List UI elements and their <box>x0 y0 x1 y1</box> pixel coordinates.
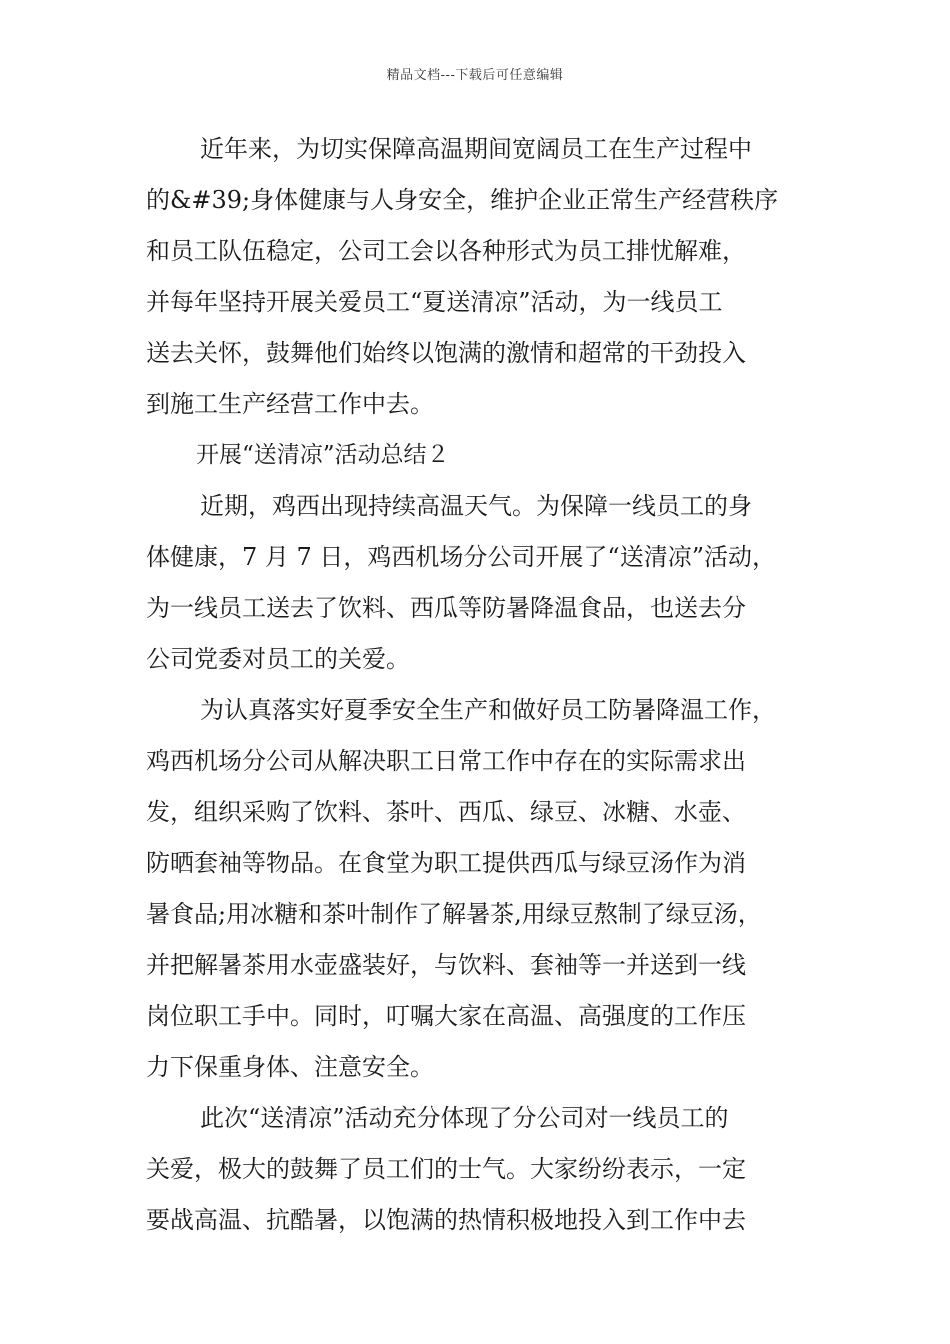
text-line: 和员工队伍稳定，公司工会以各种形式为员工排忧解难， <box>146 237 746 265</box>
paragraph <box>146 124 826 430</box>
text-line: 防晒套袖等物品。在食堂为职工提供西瓜与绿豆汤作为消 <box>146 849 746 877</box>
text-line: 送去关怀，鼓舞他们始终以饱满的激情和超常的干劲投入 <box>146 339 746 367</box>
text-line: 暑食品;用冰糖和茶叶制作了解暑茶,用绿豆熬制了绿豆汤， <box>146 900 762 928</box>
paragraph <box>146 1093 826 1246</box>
text-line: 公司党委对员工的关爱。 <box>146 645 410 673</box>
text-line: 并把解暑茶用水壶盛装好，与饮料、套袖等一并送到一线 <box>146 951 746 979</box>
text-line: 近期，鸡西出现持续高温天气。为保障一线员工的身 <box>200 492 752 520</box>
text-line: 为认真落实好夏季安全生产和做好员工防暑降温工作， <box>200 696 776 724</box>
section-heading <box>146 430 826 481</box>
text-line: 到施工生产经营工作中去。 <box>146 390 434 418</box>
text-line: 近年来，为切实保障高温期间宽阔员工在生产过程中 <box>200 135 752 163</box>
paragraph <box>146 481 826 685</box>
text-line: 力下保重身体、注意安全。 <box>146 1053 434 1081</box>
text-line: 并每年坚持开展关爱员工“夏送清凉”活动，为一线员工 <box>146 288 723 316</box>
text-line: 要战高温、抗酷暑，以饱满的热情积极地投入到工作中去 <box>146 1206 746 1234</box>
text-line: 体健康，7 月 7 日，鸡西机场分公司开展了“送清凉”活动， <box>146 543 776 571</box>
page-header: 精品文档---下载后可任意编辑 <box>386 68 564 83</box>
text-line: 为一线员工送去了饮料、西瓜等防暑降温食品，也送去分 <box>146 594 746 622</box>
text-line: 鸡西机场分公司从解决职工日常工作中存在的实际需求出 <box>146 747 746 775</box>
text-line: 的&#39;身体健康与人身安全，维护企业正常生产经营秩序 <box>146 186 779 214</box>
document-body <box>146 124 826 1246</box>
heading-text: 开展“送清凉”活动总结２ <box>196 442 450 468</box>
text-line: 发，组织采购了饮料、茶叶、西瓜、绿豆、冰糖、水壶、 <box>146 798 746 826</box>
text-line: 此次“送清凉”活动充分体现了分公司对一线员工的 <box>200 1104 729 1132</box>
text-line: 岗位职工手中。同时，叮嘱大家在高温、高强度的工作压 <box>146 1002 746 1030</box>
paragraph <box>146 685 826 1093</box>
text-line: 关爱，极大的鼓舞了员工们的士气。大家纷纷表示，一定 <box>146 1155 746 1183</box>
